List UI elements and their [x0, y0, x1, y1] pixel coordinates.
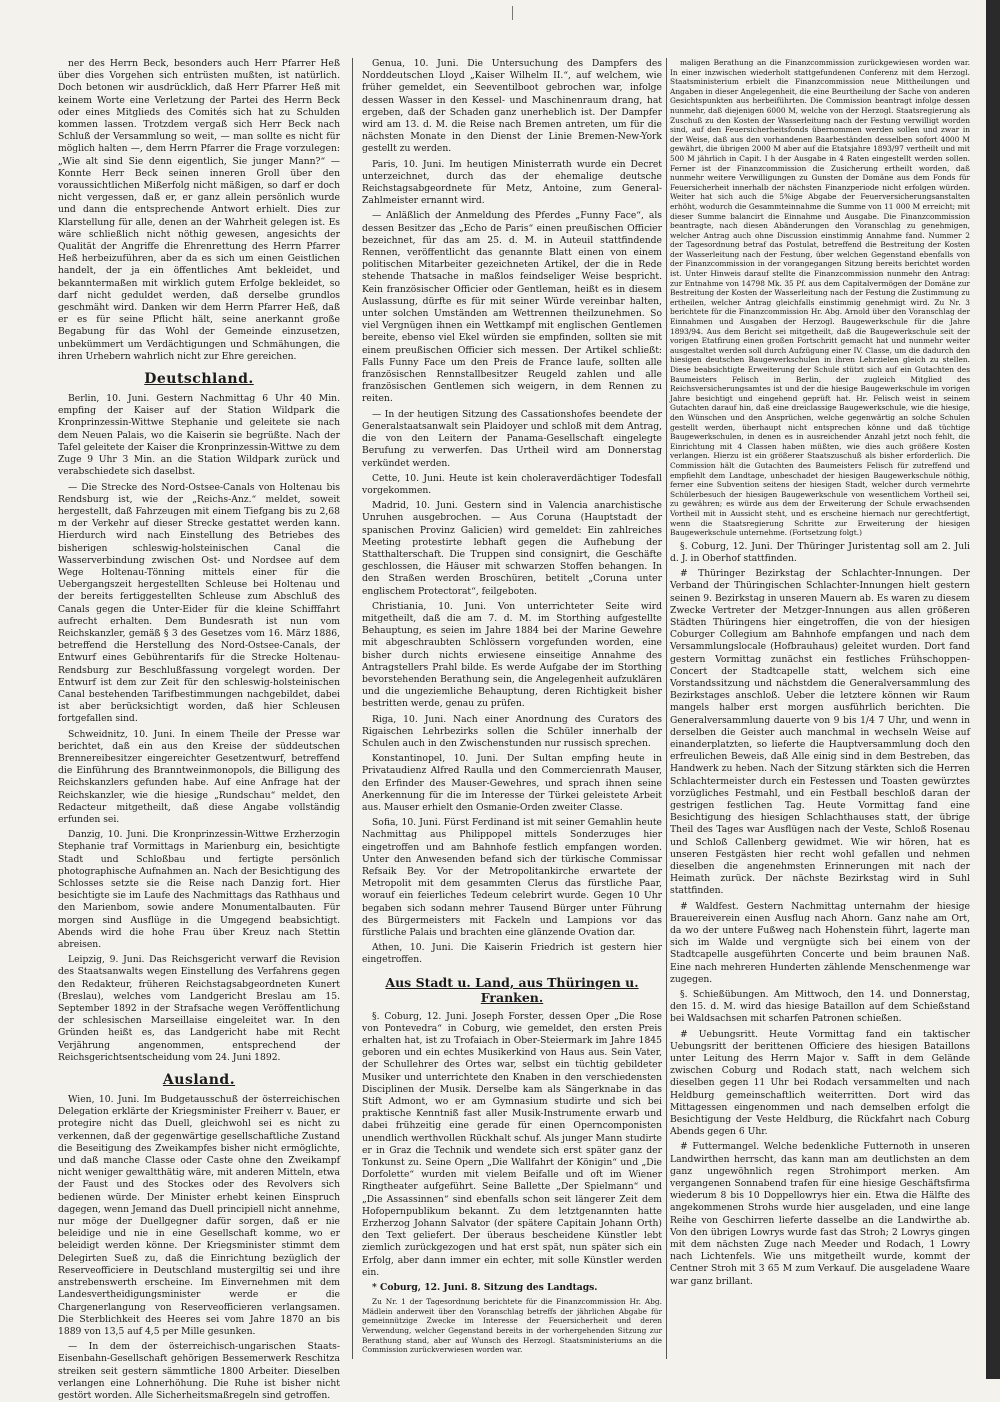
article-schlachter: # Thüringer Bezirkstag der Schlachter-Innungen. Der Verband der Thüringischen Schlachter-Innungen hielt gestern seinen 9. Bezirkstag in unseren Mauern ab. Es waren zu diesem Zwecke Vertreter der Metzger-Innungen aus allen größeren Städten Thüringens hier eingetroffen, die von der hiesigen Coburger Collegium am Bahnhofe empfangen und nach dem Versammlungslocale (Hofbrauhaus) geleitet wurden. Dort fand gestern Vormittag zunächst ein festliches Frühschoppen-Concert der Stadtcapelle statt, welchem sich eine Vorstandssitzung und nächstdem die Generalversammlung des Bezirkstages anschloß. Ueber die letztere können wir Raum mangels halber erst morgen ausführlich berichten. Die Generalversammlung dauerte von 9 bis 1/4 7 Uhr, und wenn in derselben die Geister auch manchmal in wechseln Weise auf einanderplatzten, so lieferte die Hauptversammlung doch den erfreulichen Beweis, daß Alle einig sind in dem Bestreben, das Handwerk zu heben. Nach der Sitzung stärkten sich die Herren Schlachtermeister durch ein Festessen und Toasten gewürztes vorzügliches Festmahl, und ein Festball beschloß daran der gestrigen festlichen Tag. Heute Vormittag fand eine Besichtigung des hiesigen Schlachthauses statt, der übrige Theil des Tages war Ausflügen nach der Veste, Schloß Rosenau und Schloß Callenberg gewidmet. Wie wir hören, hat es unseren Festgästen hier recht wohl gefallen und nehmen dieselben die angenehmsten Erinnerungen mit nach der Heimath zurück. Der nächste Bezirkstag wird in Suhl stattfinden. [670, 568, 970, 897]
article-canal: — Die Strecke des Nord-Ostsee-Canals von Holtenau bis Rendsburg ist, wie der „Reichs-Anz.“ meldet, soweit hergestellt, daß Fahrzeugen mit einem Tiefgang bis zu 2,68 m der Verkehr auf dieser Strecke gestattet werden kann. Hierdurch wird nach Einstellung des Betriebes des bisherigen schleswig-holsteinischen Canal die Wasserverbindung zwischen Ost- und Nordsee auf dem Wege Holtenau-Tönning mittels einer für die Uebergangszeit hergestellten Schleuse bei Holtenau und der bereits fertiggestellten Schleuse zum Abschluß des Canals gegen die Unter-Eider für die kleine Schifffahrt aufrecht erhalten. Dem Bundesrath ist nun vom Reichskanzler, gemäß § 3 des Gesetzes vom 16. März 1886, betreffend die Herstellung des Nord-Ostsee-Canals, der Entwurf eines Gebührentarifs für die Strecke Holtenau-Rendsburg zur Beschlußfassung vorgelegt worden. Der Entwurf ist dem zur Zeit für den schleswig-holsteinischen Canal bestehenden Tarifbestimmungen nachgebildet, dabei ist aber berücksichtigt worden, daß hier Schleusen fortgefallen sind. [58, 481, 340, 725]
article-intro: ner des Herrn Beck, besonders auch Herr Pfarrer Heß über dies Vorgehen sich entrüsten mußten, ist natürlich. Doch betonen wir ausdrücklich, daß Herr Pfarrer Heß mit keinem Worte eine Verletzung der Partei des Herrn Beck oder eines Mitglieds des Comités sich hat zu Schulden kommen lassen. Trotzdem vergaß sich Herr Beck nach Schluß der Versammlung so weit, — man sollte es nicht für möglich halten —, dem Herrn Pfarrer die Frage vorzulegen: „Wie alt sind Sie denn eigentlich, Sie junger Mann?“ — Konnte Herr Beck seinen inneren Groll über den voraussichtlichen Mißerfolg nicht mäßigen, so darf er doch nicht vergessen, daß er, er ganz allein persönlich wurde und dann die entsprechende Antwort erhielt. Dies zur Klarstellung für alle, denen an der Wahrheit gelegen ist. Es wäre schließlich nicht nöthig gewesen, angesichts der Qualität der Angriffe die Ehrenrettung des Herrn Pfarrer Heß herbeizuführen, aber da es sich um einen Geistlichen handelt, der ja ein öffentliches Amt bekleidet, und bekanntermaßen mit wirklich gutem Erfolge bekleidet, so darf nicht geduldet werden, daß derselbe grundlos geschmäht wird. Danken wir dem Herrn Pfarrer Heß, daß er es für seine Pflicht hält, seine anerkannt große Begabung für das Wohl der Gemeinde einzusetzen, unbekümmert um Verdächtigungen und Schmähungen, die ihren Urhebern wahrlich nicht zur Ehre gereichen. [58, 58, 340, 362]
article-christiania: Christiania, 10. Juni. Von unterrichteter Seite wird mitgetheilt, daß die am 7. d. M. im Storthing aufgestellte Behauptung, es seien im Jahre 1884 bei der Marine Gewehre mit abgeschraubten Schlössern vorgefunden worden, eine bisher durch nichts erwiesene einseitige Annahme des Antragstellers Prahl bilde. Es werde Aufgabe der im Storthing bevorstehenden Berathung sein, die Angelegenheit aufzuklären und die ungeziemliche Behauptung, deren Richtigkeit bisher bestritten werde, genau zu prüfen. [362, 600, 662, 710]
fold-mark [512, 6, 513, 20]
column-left [58, 58, 340, 1401]
article-konstantinopel: Konstantinopel, 10. Juni. Der Sultan empfing heute in Privataudienz Alfred Raulla und den Commercienrath Mauser, den Erfinder des Mauser-Gewehres, und sprach ihnen seine Anerkennung für die im Interesse der Türkei geleistete Arbeit aus. Mauser erhielt den Osmanie-Orden zweiter Classe. [362, 753, 662, 813]
article-futtermangel: # Futtermangel. Welche bedenkliche Futternoth in unseren Landwirthen herrscht, das kann man am deutlichsten an dem ganz ungewöhnlich regen Strohimport merken. Am vergangenen Sonnabend trafen für eine hiesige Geschäftsfirma wiederum 8 bis 10 Doppellowrys hier ein. Etwa die Hälfte des angekommenen Strohs wurde hier ausgeladen, und eine lange Reihe von Geschirren lieferte dasselbe an die Landwirthe ab. Von den übrigen Lowrys wurde fast das Stroh; 2 Lowrys gingen mit dem nächsten Zuge nach Meeder und Rodach, 1 Lowry nach Lichtenfels. Wie uns mitgetheilt wurde, kommt der Centner Stroh mit 3 65 M zum Verkauf. Die ausgeladene Waare war ganz brillant. [670, 1141, 970, 1287]
article-waldfest: # Waldfest. Gestern Nachmittag unternahm der hiesige Brauereiverein einen Ausflug nach Ahorn. Ganz nahe am Ort, da wo der untere Fußweg nach Hohenstein führt, lagerte man sich im Walde und vergnügte sich bei einem von der Stadtcapelle ausgeführten Concerte und beim braunen Naß. Eine nach mehreren Hunderten zählende Menschenmenge war zugegen. [670, 900, 970, 985]
section-heading-ausland: Ausland. [162, 1072, 236, 1089]
column-right [670, 58, 970, 1359]
scan-edge [986, 0, 1000, 1379]
article-eisenbahn: — In dem der österreichisch-ungarischen Staats-Eisenbahn-Gesellschaft gehörigen Bessemerwerk Reschitza streiken seit gestern sämmtliche 1800 Arbeiter. Dieselben verlangen eine Lohnerhöhung. Die Ruhe ist bisher nicht gestört worden. Alle Sicherheitsmaßregeln sind getroffen. [58, 1341, 340, 1401]
article-riga: Riga, 10. Juni. Nach einer Anordnung des Curators des Rigaischen Lehrbezirks sollen die Schüler innerhalb der Schulen auch in den Zwischenstunden nur russisch sprechen. [362, 713, 662, 749]
article-landtag-title: * Coburg, 12. Juni. 8. Sitzung des Landtags. [372, 1282, 598, 1294]
section-heading-thueringen: Aus Stadt u. Land, aus Thüringen u. Franken. [385, 974, 639, 1005]
article-madrid: Madrid, 10. Juni. Gestern sind in Valencia anarchistische Unruhen ausgebrochen. — Aus Coruna (Hauptstadt der spanischen Provinz Galicien) wird gemeldet: Ein zahlreiches Meeting protestirte lebhaft gegen die Aufhebung der Statthalterschaft. Die Truppen sind consignirt, die Geschäfte geschlossen, die Häuser mit schwarzen Stoffen behangen. In den Straßen werden Broschüren, betitelt „Coruna unter englischem Protectorat“, feilgeboten. [362, 500, 662, 597]
article-cassation: — In der heutigen Sitzung des Cassationshofes beendete der Generalstaatsanwalt sein Plaidoyer und schloß mit dem Antrag, die von den Leitern der Panama-Gesellschaft eingelegte Berufung zu verwerfen. Das Urtheil wird am Donnerstag verkündet werden. [362, 408, 662, 469]
article-uebungsritt: # Uebungsritt. Heute Vormittag fand ein taktischer Uebungsritt der berittenen Officiere des hiesigen Bataillons unter Leitung des Herrn Major v. Safft in dem Gelände zwischen Coburg und Rodach statt, nach welchem sich dieselben gegen 11 Uhr bei Rodach versammelten und nach Heldburg gemeinschaftlich weiterritten. Dort wird das Mittagessen eingenommen und nach demselben erfolgt die Besichtigung der Veste Heldburg, die Rückfahrt nach Coburg Abends gegen 6 Uhr. [670, 1028, 970, 1138]
article-schiessuebungen: §. Schießübungen. Am Mittwoch, den 14. und Donnerstag, den 15. d. M. wird das hiesige Bataillon auf dem Schießstand bei Waldsachsen mit scharfen Patronen schießen. [670, 989, 970, 1025]
column-middle [362, 58, 662, 1359]
article-schweidnitz: Schweidnitz, 10. Juni. In einem Theile der Presse war berichtet, daß ein aus den Kreise der süddeutschen Brennereibesitzer eingereichter Gesetzentwurf, betreffend die Einführung des Branntweinmonopols, die Billigung des Reichskanzlers gefunden habe. Auf eine Anfrage hat der Reichskanzler, wie die hiesige „Rundschau“ meldet, den Redacteur mitgetheilt, daß diese Angabe vollständig erfunden sei. [58, 728, 340, 825]
article-leipzig: Leipzig, 9. Juni. Das Reichsgericht verwarf die Revision des Staatsanwalts wegen Einstellung des Verfahrens gegen den Redakteur, früheren Reichstagsabgeordneten Kunert (Breslau), welches vom Landgericht Breslau am 15. September 1892 in der Strafsache wegen Veröffentlichung der schlesischen Marseillaise eingeleitet war. In den Gründen heißt es, das Landgericht habe mit Recht Verjährung angenommen, entsprechend der Reichsgerichtsentscheidung vom 24. Juni 1892. [58, 954, 340, 1063]
article-landtag-continued: maligen Berathung an die Finanzcommission zurückgewiesen worden war. In einer inzwischen wiederholt stattgefundenen Conferenz mit dem Herzogl. Staatsministerium erbielt die Finanzcommission neue Mittheilungen und Angaben in dieser Angelegenheit, die eine Beurtheilung der Sache von anderen Gesichtspunkten aus herbeiführten. Die Commission beantragt infolge dessen nunmehr, daß diejenigen 6000 M, welche von der Herzogl. Staatsregierung als Zuschuß zu den Kosten der Wasserleitung nach der Festung verwilligt worden sind, auf den Feuersicherheitsfonds übernommen werden sollen und zwar in der Weise, daß aus den vorhandenen Baarbeständen desselben sofort 4000 M gewährt, die übrigen 2000 M aber auf die Etatsjahre 1893/97 vertheilt und mit 500 M jährlich in Capit. I h der Ausgabe in 4 Raten eingestellt werden sollen. Ferner ist der Finanzcommission die Zusicherung ertheilt worden, daß nunmehr weitere Verwilligungen zu Gunsten der Domäne aus dem Fonds für Feuersicherheit innerhalb der nächsten Finanzperiode nicht erfolgen würden. Weiter hat sich auch die 5%ige Abgabe der Feuerversicherungsanstalten erhöht, wodurch die Gesammteinnahme die Summe von 11 000 M erreicht; mit dieser Summe balancirt die Einnahme und Ausgabe. Die Finanzcommission beantragte, nach diesen Abänderungen den Voranschlag zu genehmigen, welcher Antrag auch ohne Discussion einstimmig Annahme fand. Nummer 2 der Tagesordnung betraf das Postulat, betreffend die Bestreitung der Kosten der Wasserleitung nach der Festung, über welchen Gegenstand ebenfalls von der Finanzcommission in der vorangegangen Sitzung bereits berichtet worden ist. Unter Hinweis darauf stellte die Finanzcommission nunmehr den Antrag: zur Entnahme von 14798 Mk. 35 Pf. aus dem Capitalvermögen der Domäne zur Bestreitung der Kosten der Wasserleitung nach der Festung die Zustimmung zu ertheilen, welcher Antrag gleichfalls einstimmig genehmigt wird. Zu Nr. 3 berichtete für die Finanzcommission Hr. Abg. Arnold über den Voranschlag der Einnahmen und Ausgaben der Herzogl. Baugewerkschule für die Jahre 1893/94. Aus dem Bericht sei mitgetheilt, daß die Baugewerkschule seit der vorigen Etatfirung einen großen Fortschritt gemacht hat und nunmehr weiter ausgestaltet werden soll durch Aufzügung einer IV. Classe, um die dadurch den hiesigen deutschen Baugewerkschulen in ihren Lehrzielen gleich zu stellen. Diese beabsichtigte Erweiterung der Schule stützt sich auf ein Gutachten des Baumeisters Felisch in Berlin, der zugleich Mitglied des Reichsversicherungsamtes ist und der die hiesige Baugewerkschule im vorigen Jahre besichtigt und eingehend geprüft hat. Hr. Felisch weist in seinem Gutachten darauf hin, daß eine dreiclassige Baugewerkschule, wie die hiesige, den Wünschen und den Ansprüchen, welche gegenwärtig an solche Schulen gestellt werden, überhaupt nicht entsprechen könne und daß tüchtige Baugewerkschulen, in denen es in ausreichender Anzahl jetzt noch fehlt, die Einrichtung mit 4 Classen haben müßten, wie dies auch größere Kosten verlangen. Hierzu ist ein größerer Staatszuschuß als bisher erforderlich. Die Commission hält die Gutachten des Baumeisters Felisch für zutreffend und empfiehlt dem Landtage, unbeschadet der hiesigen Baugewerkschule nöthig, ferner eine Subvention seitens der hiesigen Stadt, welcher durch vermehrte Schülerbesuch der hiesigen Baugewerkschule von wesentlichem Vortheil sei, zu gewähren; es würde aus dem der Erweiterung der Schule erwachsenden Vortheil mit in Aussicht steht, und es erscheine hiernach nur gerechtfertigt, wenn die Staatsregierung Schritte zur Erweiterung der hiesigen Baugewerkschule unternehme. (Fortsetzung folgt.) [670, 58, 970, 538]
article-landtag-body: Zu Nr. 1 der Tagesordnung berichtete für die Finanzcommission Hr. Abg. Mädlein anderweit über den Voranschlag betreffs der jährlichen Abgabe für gemeinnützige Zwecke im Interesse der Feuersicherheit und deren Verwendung, welcher Gegenstand bereits in der vorhergehenden Sitzung zur Berathung stand, aber auf Wunsch des Herzogl. Staatsministeriums an die Commission zurückverwiesen worden war. [362, 1297, 662, 1355]
article-forster: §. Coburg, 12. Juni. Joseph Forster, dessen Oper „Die Rose von Pontevedra“ in Coburg, wie gemeldet, den ersten Preis erhalten hat, ist zu Trofaiach in Ober-Steiermark im Jahre 1845 geboren und ein echtes Musikerkind von Haus aus. Sein Vater, der Schullehrer des Ortes war, selbst ein tüchtig gebildeter Musiker und unterrichtete den Knaben in den verschiedensten Disciplinen der Musik. Derselbe kam als Sängerknabe in das Stift Admont, wo er am Gymnasium studirte und sich bei praktische Kenntniß fast aller Musik-Instrumente erwarb und dabei frühzeitig eine gerade für einen Operncomponisten unendlich werthvollen Rückhalt schuf. Als junger Mann studirte er in Graz die Technik und wendete sich erst später ganz der Tonkunst zu. Seine Opern „Die Wallfahrt der Königin“ und „Die Dorfolette“ wurden mit vielem Beifalle und oft im Wiener Ringtheater aufgeführt. Seine Ballette „Der Spielmann“ und „Die Assassinnen“ sind ebenfalls schon seit längerer Zeit dem Hofopernpublikum bekannt. Zu dem letztgenannten hatte Erzherzog Johann Salvator (der spätere Capitain Johann Orth) den Text geliefert. Der überaus bescheidene Künstler lebt ziemlich zurückgezogen und hat erst spät, nun später sich ein Erfolg, aber dann immer ein echter, mit solle Künstler werden ein. [362, 1010, 662, 1278]
page-top-margin [0, 0, 1000, 52]
section-heading-deutschland: Deutschland. [144, 371, 254, 388]
article-funny-face: — Anläßlich der Anmeldung des Pferdes „Funny Face“, als dessen Besitzer das „Echo de Paris“ einen preußischen Officier bezeichnet, für das am 25. d. M. in Auteuil stattfindende Rennen, veröffentlicht das genannte Blatt einen von einem politischen Mitarbeiter gezeichneten Artikel, der die in Rede stehende Thatsache in maßlos feindseliger Weise bespricht. Kein französischer Officier oder Gentleman, heißt es in diesem Auslassung, dürfte es für mit seiner Würde vereinbar halten, unter solchen Umständen am Wettrennen theilzunehmen. So viel Vergnügen ihnen ein Wettkampf mit englischen Gentlemen bereite, ebenso viel Ekel würden sie empfinden, sollten sie mit einem preußischen Officier sich messen. Der Artikel schließt: Falls Funny Face um den Preis de France laufe, sollten alle französischen Rennstallbesitzer Reugeld zahlen und alle französischen Gentlemen sich weigern, in dem Rennen zu reiten. [362, 210, 662, 405]
article-genua: Genua, 10. Juni. Die Untersuchung des Dampfers des Norddeutschen Lloyd „Kaiser Wilhelm II.“, auf welchem, wie früher gemeldet, ein Seeventilboot gebrochen war, infolge dessen Wasser in den Kessel- und Maschinenraum drang, hat ergeben, daß der Schaden ganz unerheblich ist. Der Dampfer wird am 13. d. M. die Reise nach Bremen antreten, um für die nächsten Monate in den Dienst der Linie Bremen-New-York gestellt zu werden. [362, 58, 662, 155]
article-athen: Athen, 10. Juni. Die Kaiserin Friedrich ist gestern hier eingetroffen. [362, 942, 662, 966]
article-paris: Paris, 10. Juni. Im heutigen Ministerrath wurde ein Decret unterzeichnet, durch das der ehemalige deutsche Reichstagsabgeordnete für Metz, Antoine, zum General-Zahlmeister ernannt wird. [362, 158, 662, 207]
article-wien: Wien, 10. Juni. Im Budgetausschuß der österreichischen Delegation erklärte der Kriegsminister Freiherr v. Bauer, er protegire nicht das Duell, gleichwohl sei es nicht zu verkennen, daß der gegenwärtige gesellschaftliche Zustand die Beseitigung des Zweikampfes bisher nicht ermöglichte, und daß manche Classe oder Caste ohne den Zweikampf nicht weniger gewaltthätig wäre, mit anderen Mitteln, etwa der Faust und des Stockes oder des Revolvers sich bedienen würde. Der Minister erhebt keinen Einspruch dagegen, wenn Jemand das Duell principiell nicht annehme, nur möge der Duellgegner dafür sorgen, daß er nie beleidige und nie in eine Gesellschaft komme, wo er beleidigt werden könne. Der Kriegsminister stimmt dem Delegirten Sueß zu, daß die Einrichtung bezüglich der Reserveofficiere in Deutschland mustergiltig sei und ihre anstrebenswerth erscheine. Im Einvernehmen mit dem Landesvertheidigungsminister werde er die Chargenerlangung von Reserveofficieren verlangsamen. Die Sterblichkeit des Heeres sei vom Jahre 1870 an bis 1889 von 13,5 auf 4,5 per Mille gesunken. [58, 1094, 340, 1337]
column-rule-left [352, 58, 353, 1359]
article-juristentag: §. Coburg, 12. Juni. Der Thüringer Juristentag soll am 2. Juli d. J. in Oberhof stattfinden. [670, 540, 970, 564]
article-cette: Cette, 10. Juni. Heute ist kein choleraverdächtiger Todesfall vorgekommen. [362, 472, 662, 496]
article-berlin: Berlin, 10. Juni. Gestern Nachmittag 6 Uhr 40 Min. empfing der Kaiser auf der Station Wildpark die Kronprinzessin-Wittwe Stephanie und geleitete sie nach dem Neuen Palais, wo die Kaiserin sie begrüßte. Nach der Tafel geleitete der Kaiser die Kronprinzessin-Wittwe zu dem Zuge 9 Uhr 3 Min. an die Station Wildpark zurück und verabschiedete sich daselbst. [58, 393, 340, 478]
article-sofia: Sofia, 10. Juni. Fürst Ferdinand ist mit seiner Gemahlin heute Nachmittag aus Philippopel mittels Sonderzuges hier eingetroffen und am Bahnhofe festlich empfangen worden. Unter den Anwesenden befand sich der türkische Commissar Refsaik Bey. Vor der Metropolitankirche erwartete der Metropolit mit dem gesammten Clerus das fürstliche Paar, worauf ein feierliches Tedeum celebrirt wurde. Gegen 10 Uhr begaben sich sodann mehrer Tausend Bürger unter Führung des Bürgermeisters mit Fackeln und Lampions vor das fürstliche Palais und brachten eine glänzende Ovation dar. [362, 817, 662, 939]
article-danzig: Danzig, 10. Juni. Die Kronprinzessin-Wittwe Erzherzogin Stephanie traf Vormittags in Marienburg ein, besichtigte Stadt und Schloßbau und fertigte persönlich photographische Aufnahmen an. Nach der Besichtigung des Schlosses setzte sie die Reise nach Danzig fort. Hier besichtigte sie im Laufe des Nachmittags das Rathhaus und den Marienbom, sowie andere Monumentalbauten. Für morgen sind Ausflüge in die Umgegend beabsichtigt. Abends wird die hohe Frau über Kreuz nach Stettin abreisen. [58, 829, 340, 951]
column-rule-right [666, 58, 667, 1359]
